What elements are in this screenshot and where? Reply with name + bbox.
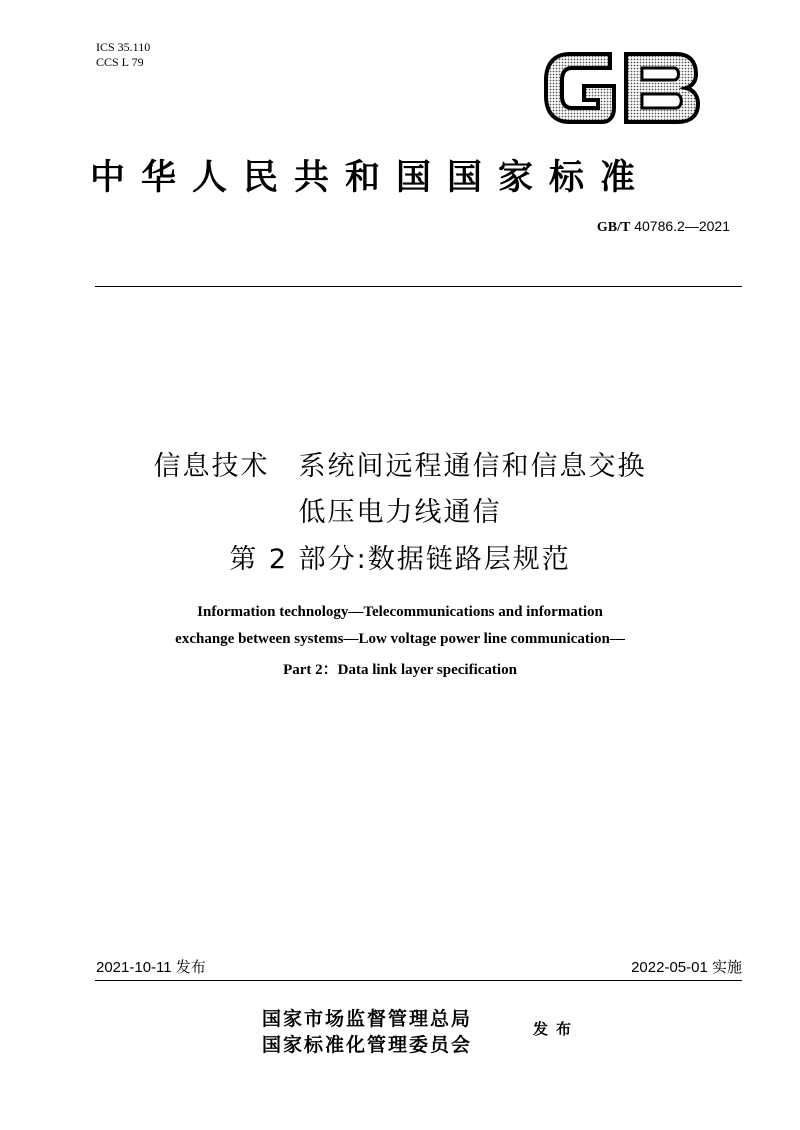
title-en-line1: Information technology—Telecommunications and information [197, 604, 603, 620]
national-standard-title: 中华人民共和国国家标准 [90, 157, 652, 198]
ics-code: ICS 35.110 [96, 40, 151, 54]
issuer-sac: 国家标准化管理委员会 [262, 1034, 473, 1056]
ccs-code: CCS L 79 [96, 55, 144, 69]
gb-logo [540, 46, 702, 130]
issue-label: 发布 [533, 1020, 580, 1038]
title-en-line2: exchange between systems—Low voltage power line communication— [175, 631, 625, 647]
header-divider [95, 286, 742, 287]
title-en-line3: Part 2：Data link layer specification [283, 662, 517, 678]
issuer-samr: 国家市场监督管理总局 [262, 1008, 473, 1030]
standard-number-prefix: GB/T [596, 220, 631, 235]
title-cn-line1: 信息技术 系统间远程通信和信息交换 [153, 451, 647, 482]
classification-codes [96, 40, 150, 70]
logo-text: GB [540, 46, 542, 47]
standard-number [597, 218, 730, 236]
footer-divider [95, 980, 742, 981]
title-cn-line3: 第 2 部分:数据链路层规范 [229, 544, 571, 575]
standard-number-value: 40786.2—2021 [634, 218, 730, 234]
implement-date: 2022-05-01 实施 [631, 959, 742, 976]
issue-date: 2021-10-11 发布 [96, 959, 206, 976]
title-cn-line2: 低压电力线通信 [298, 497, 502, 528]
